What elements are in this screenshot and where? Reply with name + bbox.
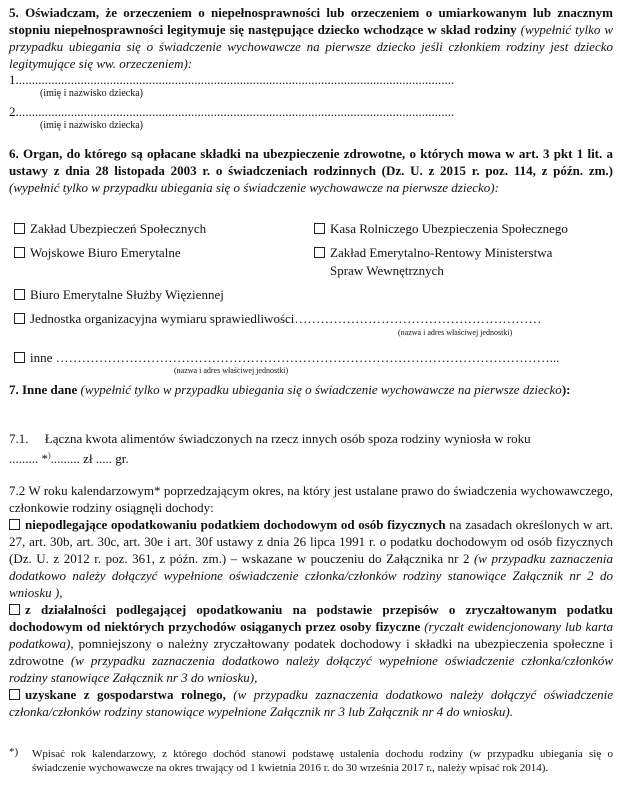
checkbox-7-2-c[interactable] [9,689,20,700]
child-2-caption: (imię i nazwisko dziecka) [40,120,144,131]
checkbox-zer[interactable] [314,247,325,258]
inne-caption: (nazwa i adres właściwej jednostki) [174,366,289,375]
option-zus-label: Zakład Ubezpieczeń Społecznych [30,221,207,236]
option-zer-label-2: Spraw Wewnętrznych [330,263,444,278]
child-1-field[interactable]: 1....................................................................................................................................... [9,72,455,87]
option-jednostka[interactable] [14,310,541,327]
item-7-2-b-note-1: (ryczałt ewidencjonowany lub karta podatkowa) [9,619,613,651]
option-inne-label: inne ……………………………………………………………………………………………………... [30,350,560,365]
item-7-2-a-bold: niepodlegające opodatkowaniu podatkiem dochodowym od osób fizycznych [25,517,446,532]
option-besw-label: Biuro Emerytalne Służby Więziennej [30,287,224,302]
option-zus[interactable] [14,220,206,237]
option-besw[interactable] [14,286,224,303]
option-krus[interactable] [314,220,568,237]
item-7-1 [9,430,613,447]
checkbox-7-2-b[interactable] [9,604,20,615]
item-7-2-b-bold: z działalności podlegającej opodatkowaniu na podstawie przepisów o zryczałtowanym podatku dochodowym od niektórych przychodów osiąganych przez osoby fizyczne [9,602,613,634]
item-7-2-b [9,601,613,686]
item-7-2-c [9,686,613,720]
child-2-field[interactable]: 2....................................................................................................................................... [9,104,455,119]
checkbox-krus[interactable] [314,223,325,234]
section-7-heading-end: ): [561,382,571,397]
checkbox-inne[interactable] [14,352,25,363]
option-krus-label: Kasa Rolniczego Ubezpieczenia Społecznego [330,221,568,236]
item-7-1-number: 7.1. [9,431,29,446]
item-7-2-c-bold: uzyskane z gospodarstwa rolnego, [25,687,226,702]
checkbox-jednostka[interactable] [14,313,25,324]
option-inne[interactable] [14,349,559,366]
item-7-2-intro: 7.2 W roku kalendarzowym* poprzedzającym okres, na który jest ustalane prawo do świadczenia wychowawczego, członkowie rodziny osiągnęli dochody: [9,483,613,515]
option-zer[interactable] [314,244,552,261]
section-6-heading-bold: 6. Organ, do którego są opłacane składki na ubezpieczenie zdrowotne, o których mowa w art. 3 pkt 1 lit. a ustawy z dnia 28 listopada 2003 r. o świadczeniach rodzinnych (Dz. U. z 2015 r. poz. 114, z późn. zm.) [9,146,613,178]
section-5-heading-note: (wypełnić tylko w przypadku ubiegania się o świadczenie wychowawcze na pierwsze dziecko jeśli członkiem rodziny jest dziecko legitymujące się ww. orzeczeniem): [9,22,614,71]
option-jednostka-label: Jednostka organizacyjna wymiaru sprawiedliwości………………………………………………… [30,311,542,326]
item-7-2-b-text: , pomniejszony o należny zryczałtowany podatek dochodowy i składki na ubezpieczenia społeczne i zdrowotne [9,636,613,668]
section-6-heading [9,145,613,196]
option-zer-label: Zakład Emerytalno-Rentowy Ministerstwa [330,245,553,260]
footnote-text: Wpisać rok kalendarzowy, z którego dochód stanowi podstawę ustalenia dochodu rodziny (w przypadku ubiegania się o świadczenie wychowawcze na okres trwający od 1 kwietnia 2016 r. do 30 września 2017 r., należy wpisać rok 2014). [32,748,613,774]
item-7-1-amount-field[interactable]: ......... zł ..... gr. [50,451,129,466]
section-5-heading [9,4,613,72]
section-7-heading [9,381,613,398]
option-wbe-label: Wojskowe Biuro Emerytalne [30,245,181,260]
item-7-1-amount-line[interactable] [9,447,613,467]
item-7-1-footnote-mark: ) [48,451,51,460]
item-7-1-year-field[interactable]: ......... * [9,451,48,466]
section-6-heading-note: (wypełnić tylko w przypadku ubiegania się o świadczenie wychowawcze na pierwsze dziecko): [9,180,499,195]
item-7-2-a-note: (w przypadku zaznaczenia dodatkowo należy dołączyć wypełnione oświadczenie członka/członków rodziny stanowiące Załącznik nr 2 do wniosku ), [9,551,613,600]
item-7-2-a [9,516,613,601]
section-7-heading-bold: 7. Inne dane [9,382,78,397]
item-7-1-text: Łączna kwota alimentów świadczonych na rzecz innych osób spoza rodziny wyniosła w roku [44,431,531,446]
footnote-mark: *) [9,746,19,758]
checkbox-wbe[interactable] [14,247,25,258]
section-7-heading-note: (wypełnić tylko w przypadku ubiegania się o świadczenie wychowawcze na pierwsze dziecko [80,382,562,397]
section-5-heading-bold: 5. Oświadczam, że orzeczeniem o niepełnosprawności lub orzeczeniem o umiarkowanym lub znacznym stopniu niepełnosprawności legitymuje się następujące dziecko wchodzące w skład rodziny [9,5,613,37]
child-1-caption: (imię i nazwisko dziecka) [40,88,144,99]
option-wbe[interactable] [14,244,181,261]
jednostka-caption: (nazwa i adres właściwej jednostki) [398,328,513,337]
checkbox-7-2-a[interactable] [9,519,20,530]
checkbox-zus[interactable] [14,223,25,234]
item-7-2-b-note-2: (w przypadku zaznaczenia dodatkowo należy dołączyć wypełnione oświadczenie członka/członków rodziny stanowiące Załącznik nr 3 do wniosku), [9,653,614,685]
checkbox-besw[interactable] [14,289,25,300]
item-7-2-c-note: (w przypadku zaznaczenia dodatkowo należy dołączyć oświadczenie członka/członków rodziny stanowiące wypełnione Załącznik nr 3 lub Załącznik nr 4 do wniosku). [9,687,613,719]
item-7-2-a-text: na zasadach określonych w art. 27, art. 30b, art. 30c, art. 30e i art. 30f ustawy z dnia 26 lipca 1991 r. o podatku dochodowym od osób fizycznych (Dz. U. z 2012 r. poz. 361, z późn. zm.) – wskazane w pouczeniu do Załącznika nr 2 [9,517,613,566]
